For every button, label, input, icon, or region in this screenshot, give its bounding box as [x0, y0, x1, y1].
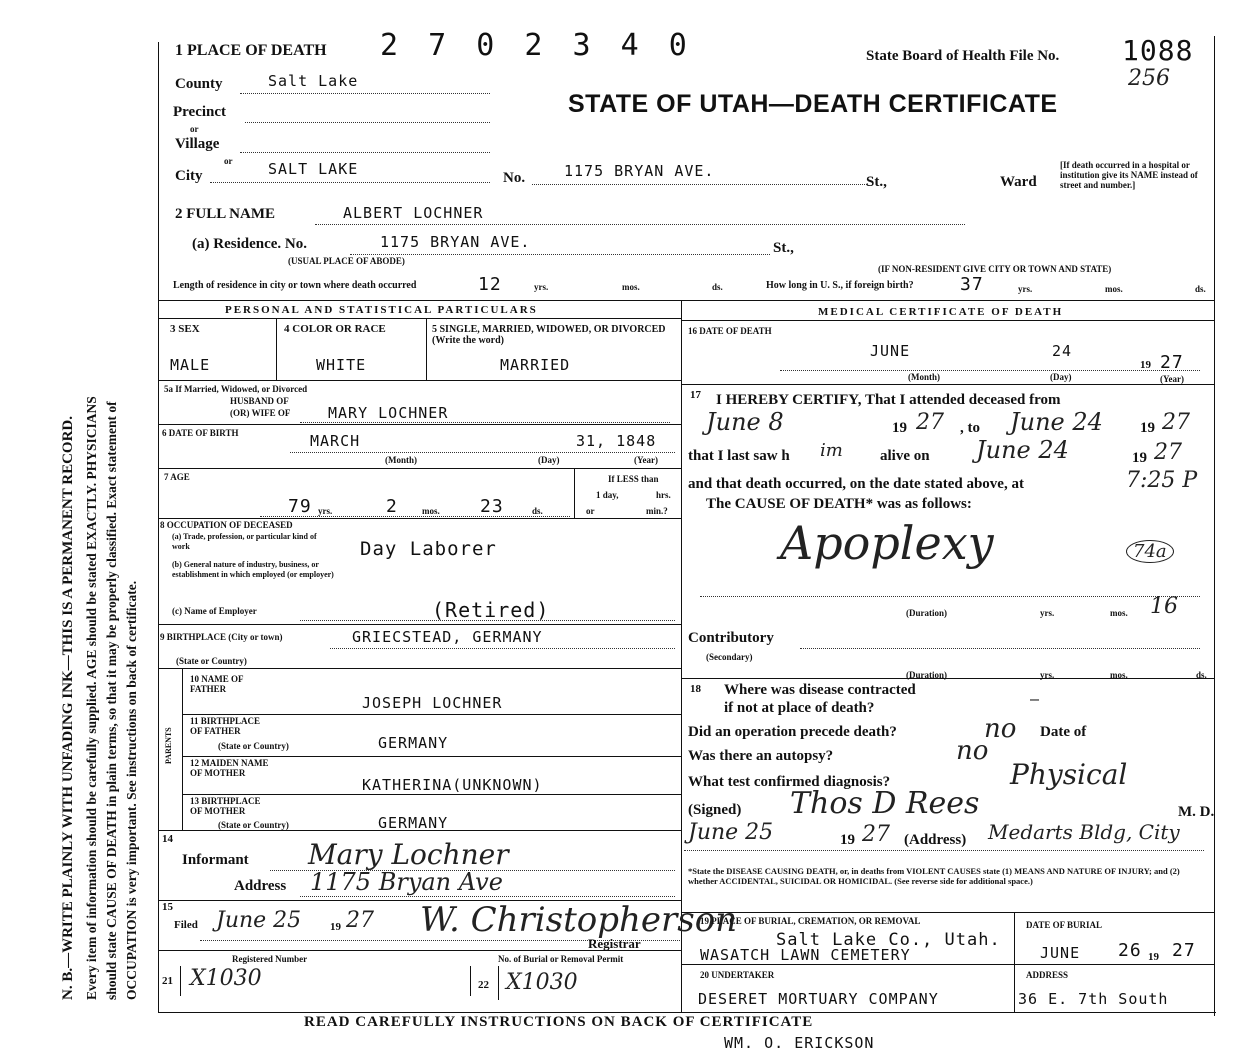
- signature-19: 19: [840, 832, 855, 848]
- death-19: 19: [1140, 359, 1151, 371]
- md-label: M. D.: [1178, 804, 1215, 820]
- time-of-death: 7:25 P: [1126, 468, 1198, 493]
- date-of-death-label: 16 DATE OF DEATH: [688, 326, 772, 336]
- attended-from-year: 27: [916, 410, 944, 435]
- where-contracted-value: —: [1030, 690, 1041, 708]
- less-than-min: min.?: [646, 506, 668, 516]
- birthplace-value: GRIECSTEAD, GERMANY: [352, 628, 543, 646]
- informant-label: Informant: [182, 852, 249, 868]
- age-ds-unit: ds.: [532, 506, 543, 516]
- length-residence-label: Length of residence in city or town where death occurred: [173, 280, 417, 291]
- how-long-mos-unit: mos.: [1105, 284, 1123, 294]
- side-note-4: OCCUPATION is very important. See instructions on back of certificate.: [124, 580, 139, 1000]
- father-birthplace-value: GERMANY: [378, 734, 449, 752]
- duration-months-value: 16: [1150, 594, 1178, 619]
- registered-number-label: Registered Number: [232, 954, 308, 964]
- dob-month: MARCH: [310, 432, 361, 450]
- employer-label: (c) Name of Employer: [172, 606, 257, 616]
- last-saw-19: 19: [1132, 450, 1147, 466]
- autopsy-value: no: [956, 736, 989, 766]
- permit-box-left: [498, 966, 499, 1000]
- death-month: JUNE: [870, 342, 911, 360]
- village-label: Village: [175, 136, 220, 152]
- cause-code: 74a: [1126, 540, 1174, 563]
- duration-yrs: yrs.: [1040, 608, 1055, 618]
- burial-year-value: 27: [1172, 940, 1196, 961]
- dod-year-caption: (Year): [1160, 374, 1184, 384]
- personal-header-line: [158, 318, 681, 319]
- burial-permit-label: No. of Burial or Removal Permit: [498, 954, 624, 964]
- cause-underline: [700, 596, 1200, 597]
- age-yrs-unit: yrs.: [318, 506, 333, 516]
- row12-line: [182, 794, 681, 795]
- cause-footnote: *State the DISEASE CAUSING DEATH, or, in deaths from VIOLENT CAUSES state (1) MEANS AND NATURE OF INJURY; and (2) whether ACCIDENTAL, SUICIDAL OR HOMICIDAL. (See reverse side for additional space.): [688, 866, 1180, 886]
- dod-day-caption: (Day): [1050, 372, 1072, 382]
- death-day: 24: [1052, 342, 1073, 360]
- dob-day-year: 31, 1848: [576, 432, 657, 450]
- sex-divider: [276, 318, 277, 380]
- duration2-mos: mos.: [1110, 670, 1128, 680]
- row9-line: [158, 668, 681, 669]
- mother-birthplace-sub: (State or Country): [218, 820, 289, 830]
- less-than-hrs: hrs.: [656, 490, 671, 500]
- inf-address-underline: [300, 896, 675, 897]
- file-number-extra: 256: [1128, 66, 1170, 91]
- burial-place-label: 19 PLACE OF BURIAL, CREMATION, OR REMOVAL: [700, 916, 921, 926]
- file-number-label: State Board of Health File No.: [866, 48, 1060, 64]
- dob-month-caption: (Month): [385, 455, 417, 465]
- dod-month-caption: (Month): [908, 372, 940, 382]
- duration2-ds: ds.: [1196, 670, 1207, 680]
- last-saw-text: that I last saw h: [688, 448, 790, 464]
- dob-year-caption: (Year): [634, 455, 658, 465]
- cause-row-line: [681, 678, 1214, 679]
- mother-name-value: KATHERINA(UNKNOWN): [362, 776, 543, 794]
- item-18-number: 18: [690, 683, 701, 695]
- registrar-label: Registrar: [588, 936, 641, 951]
- item-15-number: 15: [162, 901, 173, 913]
- parents-left-line: [182, 668, 183, 830]
- mother-birthplace-value: GERMANY: [378, 814, 449, 832]
- death-address-value: 1175 BRYAN AVE.: [564, 162, 715, 180]
- attended-from-19: 19: [892, 420, 907, 436]
- age-days: 23: [480, 496, 504, 517]
- how-long-yrs-unit: yrs.: [1018, 284, 1033, 294]
- test-label: What test confirmed diagnosis?: [688, 774, 891, 790]
- how-long-ds-unit: ds.: [1195, 284, 1206, 294]
- row10-line: [182, 714, 681, 715]
- last-saw-year: 27: [1154, 440, 1182, 465]
- row3-line: [158, 380, 681, 381]
- informant-value: Mary Lochner: [308, 838, 509, 871]
- length-residence-years: 12: [478, 274, 502, 295]
- residence-st-label: St.,: [773, 240, 794, 256]
- residence-underline: [350, 254, 770, 255]
- attended-to-year: 27: [1162, 410, 1190, 435]
- dob-label: 6 DATE OF BIRTH: [162, 428, 239, 438]
- dod-row-line: [681, 384, 1214, 385]
- parents-label: PARENTS: [164, 727, 173, 764]
- where-contracted-a: Where was disease contracted: [724, 682, 916, 698]
- row5a-line: [158, 424, 681, 425]
- informant-address-value: 1175 Bryan Ave: [310, 868, 503, 896]
- dob-underline: [290, 452, 675, 453]
- row7-line: [158, 518, 681, 519]
- dod-underline: [780, 370, 1200, 371]
- contributory-label: Contributory: [688, 630, 774, 646]
- side-note-3: should state CAUSE OF DEATH in plain terms, so that it may be properly classified. Exact statement of: [104, 401, 119, 1000]
- cause-label: The CAUSE OF DEATH* was as follows:: [706, 496, 972, 512]
- occupation-value: Day Laborer: [360, 538, 497, 560]
- city-underline: [210, 182, 490, 183]
- undertaker-address-label: ADDRESS: [1026, 970, 1069, 980]
- father-birthplace-sub: (State or Country): [218, 741, 289, 751]
- burial-permit-value: X1030: [506, 970, 578, 995]
- employer-value: (Retired): [432, 598, 550, 622]
- undertaker-label: 20 UNDERTAKER: [700, 970, 775, 980]
- age-mos-unit: mos.: [422, 506, 440, 516]
- secondary-caption: (Secondary): [706, 652, 753, 662]
- spouse-underline: [300, 422, 670, 423]
- item-21-number: 21: [162, 975, 173, 987]
- signature-date: June 25: [688, 820, 774, 845]
- length-mos-unit: mos.: [622, 282, 640, 292]
- burial-date-label: DATE OF BURIAL: [1026, 920, 1103, 930]
- city-value: SALT LAKE: [268, 160, 359, 178]
- or-2: or: [224, 156, 233, 166]
- cause-value: Apoplexy: [780, 516, 994, 570]
- father-name-label: 10 NAME OF FATHER: [190, 674, 244, 694]
- physician-signature: Thos D Rees: [790, 786, 980, 821]
- occupation-a-label: (a) Trade, profession, or particular kind of work: [172, 532, 317, 551]
- burial-place-b: WASATCH LAWN CEMETERY: [700, 946, 911, 964]
- personal-section-title: PERSONAL AND STATISTICAL PARTICULARS: [225, 304, 538, 316]
- age-label: 7 AGE: [164, 472, 190, 482]
- right-border-line: [1214, 36, 1215, 1016]
- death-year: 27: [1160, 352, 1184, 373]
- where-contracted-b: if not at place of death?: [724, 700, 875, 716]
- dob-day-caption: (Day): [538, 455, 560, 465]
- occupation-label: 8 OCCUPATION OF DECEASED: [160, 520, 293, 530]
- reg-box-left: [180, 966, 181, 996]
- less-than-or: or: [586, 506, 595, 516]
- side-note-1: N. B.—WRITE PLAINLY WITH UNFADING INK—THIS IS A PERMANENT RECORD.: [60, 416, 76, 1000]
- precinct-label: Precinct: [173, 104, 227, 120]
- birthplace-underline: [330, 648, 675, 649]
- side-note-2: Every item of information should be carefully supplied. AGE should be stated EXACTLY. PHYSICIANS: [84, 396, 99, 1000]
- or-1: or: [190, 124, 199, 134]
- attended-to-19: 19: [1140, 420, 1155, 436]
- informant-address-label: Address: [234, 878, 287, 894]
- spouse-label-b: HUSBAND OF: [230, 396, 289, 406]
- contributory-underline: [800, 648, 1200, 649]
- color-value: WHITE: [316, 356, 367, 374]
- burial-19: 19: [1148, 951, 1159, 963]
- length-yrs-unit: yrs.: [534, 282, 549, 292]
- father-birthplace-label: 11 BIRTHPLACE OF FATHER: [190, 716, 260, 736]
- undertaker-address-value: 36 E. 7th South: [1018, 990, 1169, 1008]
- father-name-value: JOSEPH LOCHNER: [362, 694, 503, 712]
- age-months: 2: [386, 496, 398, 517]
- certificate-number: 2 7 0 2 3 4 0: [380, 28, 693, 63]
- reg-box-right: [470, 966, 471, 996]
- physician-address-label: (Address): [904, 832, 967, 848]
- less-than-label: If LESS than: [608, 474, 659, 484]
- age-years: 79: [288, 496, 312, 517]
- burial-row-line: [681, 964, 1214, 965]
- filed-19: 19: [330, 921, 341, 933]
- duration2-yrs: yrs.: [1040, 670, 1055, 680]
- spouse-label-a: 5a If Married, Widowed, or Divorced: [164, 384, 308, 394]
- full-name-label: 2 FULL NAME: [175, 206, 276, 222]
- death-occurred-text: and that death occurred, on the date stated above, at: [688, 476, 1024, 492]
- instructions-footer: READ CAREFULLY INSTRUCTIONS ON BACK OF CERTIFICATE: [304, 1014, 814, 1030]
- address-underline: [532, 184, 867, 185]
- less-than-day: 1 day,: [596, 490, 619, 500]
- residence-value: 1175 BRYAN AVE.: [380, 233, 531, 251]
- undertaker-value: DESERET MORTUARY COMPANY: [698, 990, 939, 1008]
- last-saw-date: June 24: [976, 436, 1069, 464]
- street-label: St.,: [866, 174, 887, 190]
- nonresident-label: (IF NON-RESIDENT GIVE CITY OR TOWN AND STATE): [878, 264, 1112, 274]
- age-underline: [260, 516, 570, 517]
- signature-year: 27: [862, 822, 890, 847]
- date-of-label: Date of: [1040, 724, 1087, 740]
- duration-caption: (Duration): [906, 608, 947, 618]
- file-number: 1088: [1122, 34, 1194, 67]
- section-divider: [158, 300, 1214, 301]
- filed-date: June 25: [216, 908, 302, 933]
- county-label: County: [175, 76, 223, 92]
- left-border-line: [158, 42, 159, 1012]
- alive-on-label: alive on: [880, 448, 930, 464]
- precinct-underline: [245, 122, 490, 123]
- row6-line: [158, 468, 681, 469]
- row13-line: [158, 830, 681, 831]
- name-underline: [315, 224, 965, 225]
- item-14-number: 14: [162, 833, 173, 845]
- marital-status-value: MARRIED: [500, 356, 571, 374]
- duration2-caption: (Duration): [906, 670, 947, 680]
- attended-from-date: June 8: [706, 408, 784, 436]
- how-long-us-years: 37: [960, 274, 984, 295]
- county-underline: [240, 93, 490, 94]
- registrar-signature: W. Christopherson: [420, 900, 738, 940]
- color-label: 4 COLOR OR RACE: [284, 323, 386, 335]
- place-of-death-label: 1 PLACE OF DEATH: [175, 42, 327, 59]
- duration-mos: mos.: [1110, 608, 1128, 618]
- how-long-us-label: How long in U. S., if foreign birth?: [766, 280, 914, 291]
- filed-year: 27: [346, 908, 374, 933]
- birthplace-sub-label: (State or Country): [176, 656, 247, 666]
- autopsy-label: Was there an autopsy?: [688, 748, 834, 764]
- operation-value: no: [984, 714, 1017, 744]
- mother-name-label: 12 MAIDEN NAME OF MOTHER: [190, 758, 269, 778]
- certificate-title: STATE OF UTAH—DEATH CERTIFICATE: [568, 90, 1058, 118]
- age-divider: [574, 468, 575, 518]
- registered-number-value: X1030: [190, 966, 262, 991]
- full-name-value: ALBERT LOCHNER: [343, 204, 484, 222]
- village-underline: [240, 152, 490, 153]
- last-saw-pronoun: im: [820, 440, 843, 461]
- test-value: Physical: [1010, 758, 1128, 791]
- row15-line: [158, 950, 681, 951]
- sex-value: MALE: [170, 356, 211, 374]
- burial-place-a: Salt Lake Co., Utah.: [776, 930, 1001, 950]
- birthplace-label: 9 BIRTHPLACE (City or town): [160, 632, 283, 642]
- attended-to-date: June 24: [1010, 408, 1103, 436]
- signed-label: (Signed): [688, 802, 742, 818]
- certify-text: I HEREBY CERTIFY, That I attended deceased from: [716, 392, 1061, 408]
- footer-extra-name: WM. O. ERICKSON: [724, 1034, 875, 1052]
- usual-place-label: (USUAL PLACE OF ABODE): [288, 256, 405, 266]
- ward-label: Ward: [1000, 174, 1037, 190]
- filed-label: Filed: [174, 919, 198, 931]
- ward-note: [If death occurred in a hospital or institution give its NAME instead of street and number.]: [1060, 160, 1198, 190]
- length-ds-unit: ds.: [712, 282, 723, 292]
- residence-label: (a) Residence. No.: [192, 236, 307, 252]
- spouse-label-c: (OR) WIFE OF: [230, 408, 291, 418]
- sex-label: 3 SEX: [170, 323, 200, 335]
- item-22-number: 22: [478, 979, 489, 991]
- occupation-b-label: (b) General nature of industry, business, or establishment in which employed (or employer): [172, 560, 334, 579]
- burial-day-value: 26: [1118, 940, 1142, 961]
- bottom-border-line: [158, 1012, 1216, 1013]
- county-value: Salt Lake: [268, 72, 359, 90]
- mother-birthplace-label: 13 BIRTHPLACE OF MOTHER: [190, 796, 261, 816]
- spouse-value: MARY LOCHNER: [328, 404, 449, 422]
- employer-underline: [300, 620, 675, 621]
- city-label: City: [175, 168, 203, 184]
- item-17-number: 17: [690, 389, 701, 401]
- footnote-line: [681, 912, 1214, 913]
- medical-section-title: MEDICAL CERTIFICATE OF DEATH: [818, 306, 1064, 318]
- burial-divider: [1014, 912, 1015, 1012]
- row8-line: [158, 624, 681, 625]
- attended-to-label: , to: [960, 420, 980, 436]
- operation-label: Did an operation precede death?: [688, 724, 897, 740]
- physician-address-value: Medarts Bldg, City: [988, 820, 1180, 844]
- row11-line: [182, 756, 681, 757]
- marital-status-label: 5 SINGLE, MARRIED, WIDOWED, OR DIVORCED (Write the word): [432, 324, 666, 346]
- medical-header-line: [681, 320, 1214, 321]
- burial-date-value: JUNE: [1040, 944, 1081, 962]
- color-divider: [426, 318, 427, 380]
- physician-address-underline: [684, 850, 1204, 851]
- address-no-label: No.: [503, 170, 526, 186]
